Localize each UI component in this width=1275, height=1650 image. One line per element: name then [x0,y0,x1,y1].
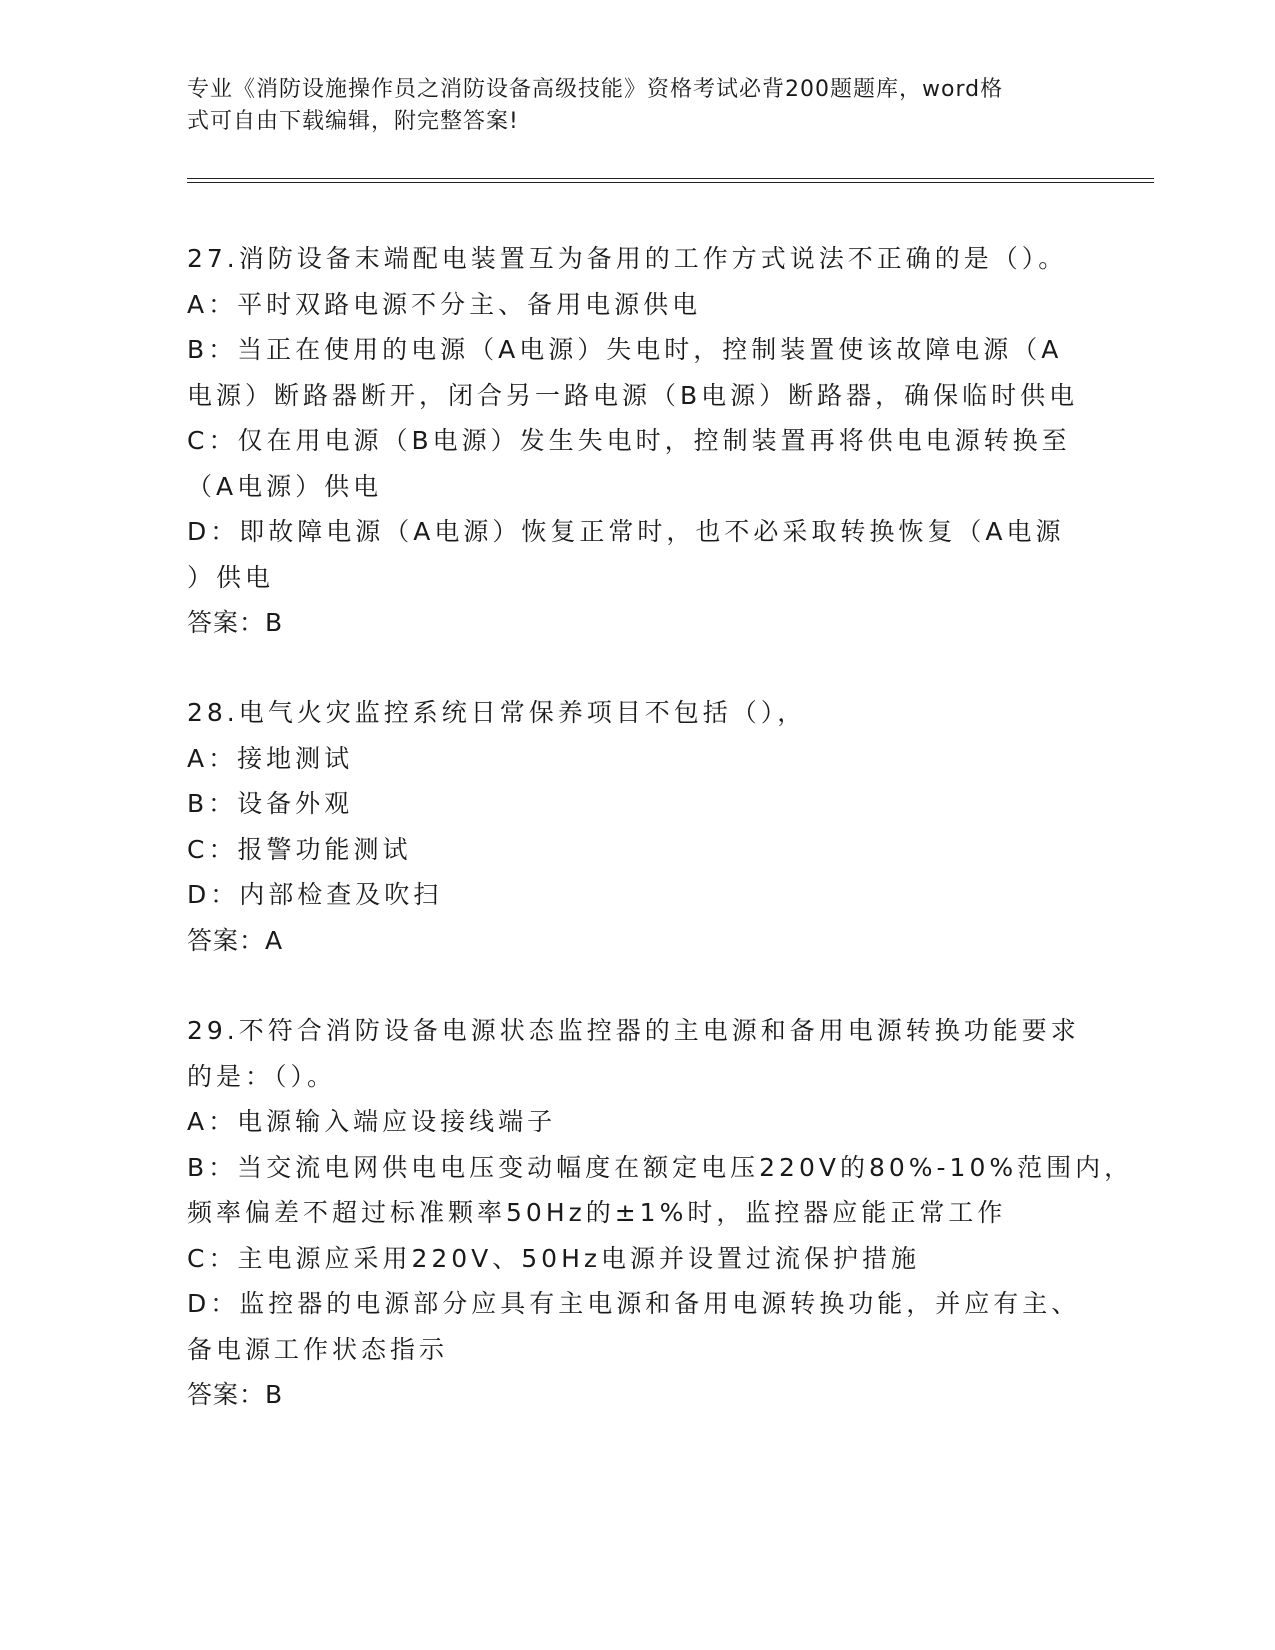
option-c-continued: （A电源）供电 [187,471,383,501]
option-b: B：当交流电网供电电压变动幅度在额定电压220V的80%-10%范围内， [187,1152,1134,1182]
option-b: B：当正在使用的电源（A电源）失电时，控制装置使该故障电源（A [187,335,1063,364]
option-c: C：主电源应采用220V、50Hz电源并设置过流保护措施 [187,1243,921,1273]
question-stem: 27.消防设备末端配电装置互为备用的工作方式说法不正确的是（）。 [187,244,1068,273]
option-b: B：设备外观 [187,789,354,818]
option-d-continued: ）供电 [187,562,275,592]
option-a: A：接地测试 [187,743,354,773]
option-b-continued: 电源）断路器断开，闭合另一路电源（B电源）断路器，确保临时供电 [187,380,1079,410]
option-d: D：监控器的电源部分应具有主电源和备用电源转换功能，并应有主、 [187,1289,1081,1318]
option-d: D：即故障电源（A电源）恢复正常时，也不必采取转换恢复（A电源 [187,517,1065,546]
option-c: C：仅在用电源（B电源）发生失电时，控制装置再将供电电源转换至 [187,426,1071,455]
option-b-continued: 频率偏差不超过标准颗率50Hz的±1%时，监控器应能正常工作 [187,1198,1007,1227]
question-27 [187,236,1087,646]
header-divider-bottom [187,182,1154,183]
document-header [187,74,1067,138]
answer-line: 答案：B [187,1380,284,1409]
option-c: C：报警功能测试 [187,834,412,864]
question-stem: 28.电气火灾监控系统日常保养项目不包括（）， [187,698,807,727]
question-28 [187,690,1087,963]
option-a: A：电源输入端应设接线端子 [187,1107,557,1136]
question-29 [187,1008,1134,1418]
question-stem: 29.不符合消防设备电源状态监控器的主电源和备用电源转换功能要求 [187,1016,1080,1045]
question-stem-continued: 的是：（）。 [187,1061,337,1091]
answer-line: 答案：B [187,608,284,637]
option-d-continued: 备电源工作状态指示 [187,1334,449,1364]
option-d: D：内部检查及吹扫 [187,880,443,909]
answer-line: 答案：A [187,925,284,955]
option-a: A：平时双路电源不分主、备用电源供电 [187,289,702,319]
header-divider-top [187,178,1154,179]
header-line-1: 专业《消防设施操作员之消防设备高级技能》资格考试必背200题题库，word格 [187,77,1004,102]
header-line-2: 式可自由下载编辑，附完整答案! [187,109,519,134]
